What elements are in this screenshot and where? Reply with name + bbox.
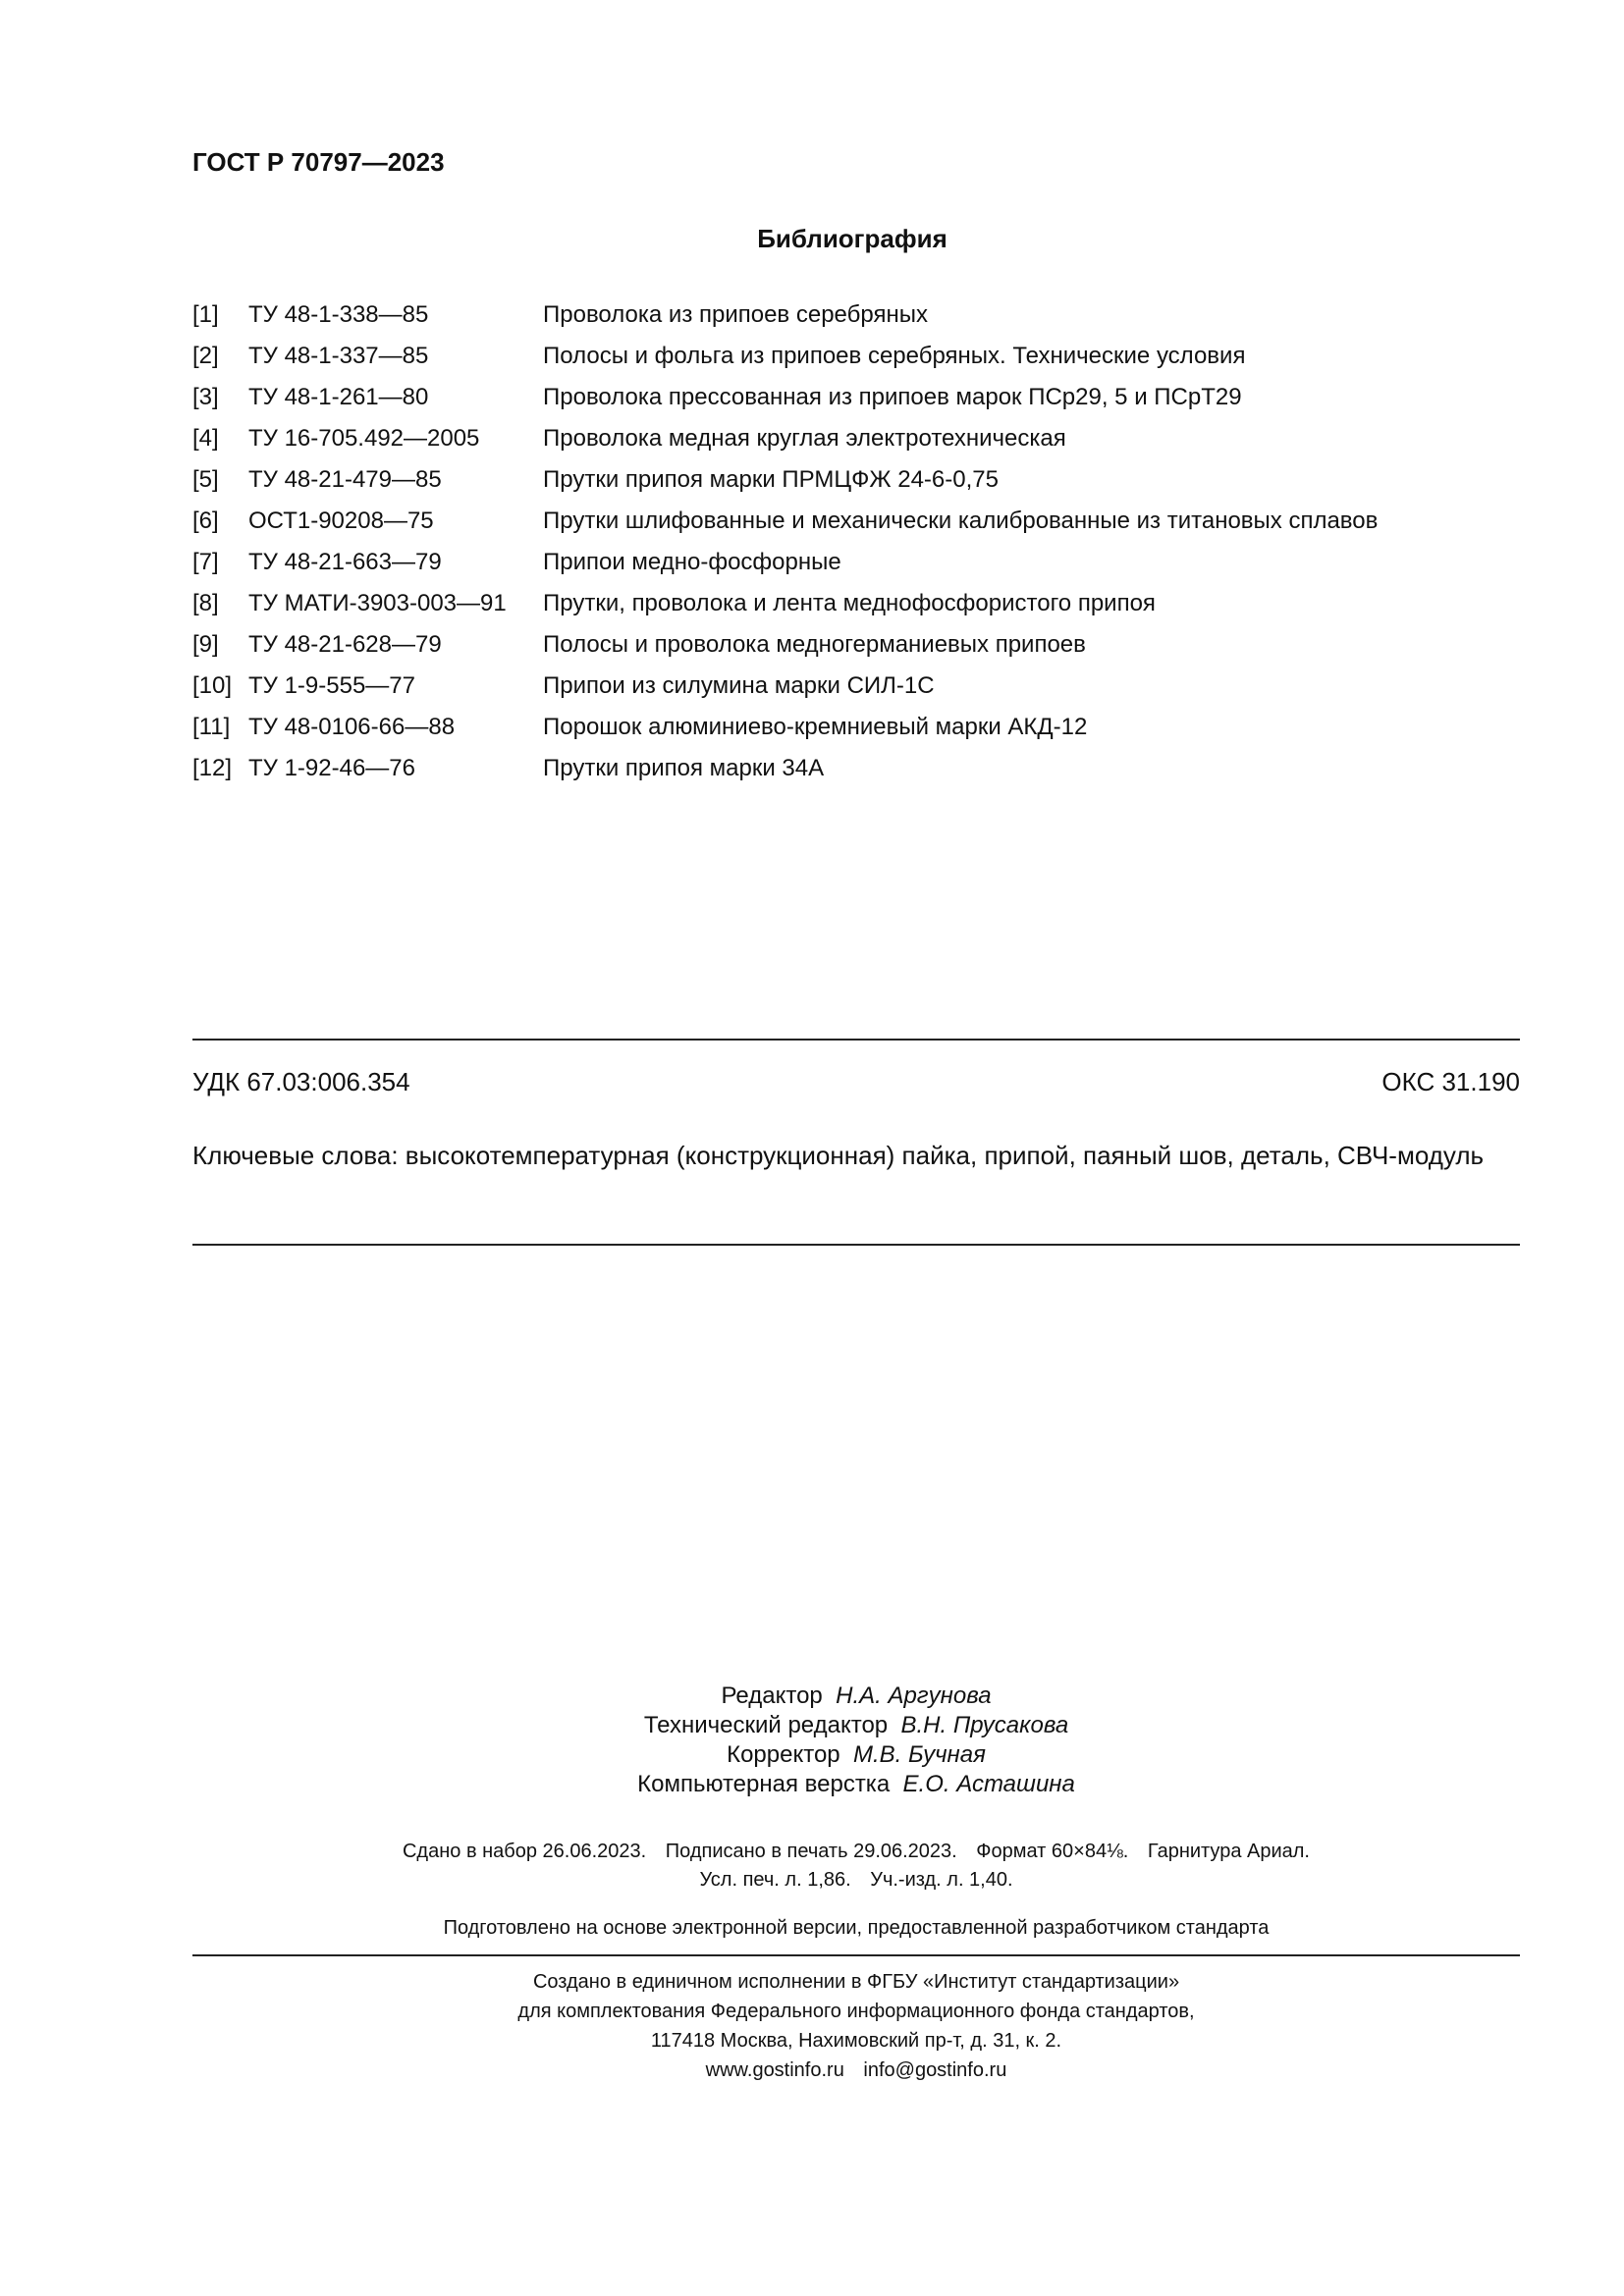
entry-code: ТУ МАТИ-3903-003—91 — [248, 590, 507, 616]
entry-code: ТУ 48-21-628—79 — [248, 631, 442, 658]
entry-number: [4] — [192, 425, 219, 452]
editor-label: Редактор — [721, 1682, 823, 1709]
entry-number: [1] — [192, 301, 219, 328]
entry-code: ТУ 48-1-338—85 — [248, 301, 429, 328]
bibliography-entry — [192, 383, 1518, 424]
paper-format: Формат 60×84⅛. — [976, 1841, 1129, 1862]
entry-number: [2] — [192, 343, 219, 369]
bibliography-entry — [192, 548, 1518, 589]
entry-title: Проволока медная круглая электротехническая — [543, 425, 1066, 452]
tech-editor-name: В.Н. Прусакова — [900, 1712, 1069, 1738]
entry-number: [12] — [192, 755, 233, 781]
corrector-name: М.В. Бучная — [853, 1741, 986, 1768]
bibliography-entry — [192, 713, 1518, 754]
entry-code: ТУ 48-0106-66—88 — [248, 714, 456, 740]
layout-name: Е.О. Асташина — [902, 1771, 1075, 1797]
bibliography-entry — [192, 671, 1518, 713]
credits-block — [0, 1682, 1624, 1799]
entry-number: [7] — [192, 549, 219, 575]
print-info-line-2 — [0, 1866, 1624, 1895]
entry-title: Прутки припоя марки ПРМЦФЖ 24-6-0,75 — [543, 466, 999, 493]
top-divider — [192, 1039, 1520, 1041]
entry-title: Полосы и проволока медногерманиевых припоев — [543, 631, 1086, 658]
bibliography-list — [192, 300, 1518, 795]
section-title: Библиография — [757, 224, 947, 253]
entry-code: ТУ 48-21-479—85 — [248, 466, 442, 493]
bibliography-entry — [192, 424, 1518, 465]
entry-number: [8] — [192, 590, 219, 616]
prepared-note: Подготовлено на основе электронной версии, предоставленной разработчиком стандарта — [443, 1917, 1270, 1939]
document-code: ГОСТ Р 70797—2023 — [192, 147, 445, 177]
website-link[interactable]: www.gostinfo.ru — [705, 2059, 844, 2081]
print-sheets: Усл. печ. л. 1,86. — [699, 1869, 851, 1891]
entry-title: Прутки шлифованные и механически калиброванные из титановых сплавов — [543, 507, 1379, 534]
layout-line — [0, 1770, 1624, 1799]
entry-code: ТУ 16-705.492—2005 — [248, 425, 480, 452]
entry-number: [11] — [192, 714, 231, 740]
entry-number: [9] — [192, 631, 219, 658]
entry-title: Припои из силумина марки СИЛ-1С — [543, 672, 935, 699]
entry-title: Припои медно-фосфорные — [543, 549, 841, 575]
udk-code: УДК 67.03:006.354 — [192, 1067, 410, 1096]
bibliography-entry — [192, 589, 1518, 630]
print-info — [0, 1838, 1624, 1895]
entry-title: Порошок алюминиево-кремниевый марки АКД-12 — [543, 714, 1088, 740]
tech-editor-label: Технический редактор — [643, 1712, 889, 1738]
created-line-2: для комплектования Федерального информационного фонда стандартов, — [517, 2001, 1195, 2022]
entry-code: ТУ 48-21-663—79 — [248, 549, 442, 575]
entry-title: Прутки припоя марки 34А — [543, 755, 825, 781]
submitted-date: Сдано в набор 26.06.2023. — [402, 1841, 647, 1862]
oks-code: ОКС 31.190 — [1381, 1067, 1520, 1096]
print-info-line-1 — [0, 1838, 1624, 1866]
entry-number: [6] — [192, 507, 219, 534]
layout-label: Компьютерная верстка — [637, 1771, 891, 1797]
keywords: Ключевые слова: высокотемпературная (конструкционная) пайка, припой, паяный шов, деталь, СВЧ-модуль — [192, 1141, 1485, 1170]
bibliography-entry — [192, 342, 1518, 383]
bibliography-entry — [192, 754, 1518, 795]
entry-code: ОСТ1-90208—75 — [248, 507, 434, 534]
bibliography-entry — [192, 630, 1518, 671]
typeface: Гарнитура Ариал. — [1147, 1841, 1310, 1862]
signed-date: Подписано в печать 29.06.2023. — [665, 1841, 957, 1862]
created-line-1: Создано в единичном исполнении в ФГБУ «Институт стандартизации» — [532, 1971, 1180, 1993]
entry-number: [10] — [192, 672, 233, 699]
corrector-line — [0, 1740, 1624, 1770]
entry-code: ТУ 48-1-261—80 — [248, 384, 429, 410]
bibliography-entry — [192, 507, 1518, 548]
email-link[interactable]: info@gostinfo.ru — [863, 2059, 1007, 2081]
editor-name: Н.А. Аргунова — [836, 1682, 992, 1709]
publisher-sheets: Уч.-изд. л. 1,40. — [870, 1869, 1013, 1891]
bibliography-entry — [192, 300, 1518, 342]
entry-code: ТУ 48-1-337—85 — [248, 343, 429, 369]
entry-title: Проволока прессованная из припоев марок ПСр29, 5 и ПСрТ29 — [543, 384, 1242, 410]
entry-title: Прутки, проволока и лента меднофосфористого припоя — [543, 590, 1156, 616]
entry-title: Полосы и фольга из припоев серебряных. Технические условия — [543, 343, 1246, 369]
entry-code: ТУ 1-9-555—77 — [248, 672, 415, 699]
keywords-divider — [192, 1244, 1520, 1246]
entry-title: Проволока из припоев серебряных — [543, 301, 928, 328]
entry-number: [3] — [192, 384, 219, 410]
contacts-line — [0, 2056, 1624, 2085]
editor-line — [0, 1682, 1624, 1711]
classification-row — [192, 1067, 1520, 1097]
corrector-label: Корректор — [727, 1741, 840, 1768]
footer-divider — [192, 1954, 1520, 1956]
created-line-3: 117418 Москва, Нахимовский пр-т, д. 31, к. 2. — [650, 2030, 1062, 2052]
tech-editor-line — [0, 1711, 1624, 1740]
entry-code: ТУ 1-92-46—76 — [248, 755, 415, 781]
created-block — [0, 1967, 1624, 2085]
entry-number: [5] — [192, 466, 219, 493]
bibliography-entry — [192, 465, 1518, 507]
